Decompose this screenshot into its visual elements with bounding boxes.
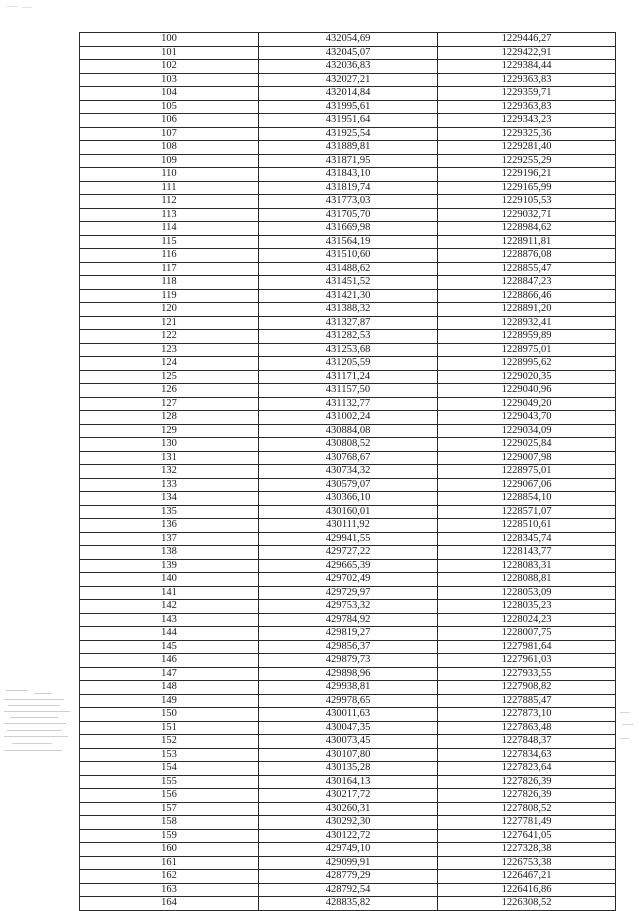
- point-number-cell: 145: [80, 640, 259, 654]
- x-coordinate-cell: 431157,50: [259, 384, 438, 398]
- table-row: [80, 465, 616, 479]
- y-coordinate-cell: 1229281,40: [438, 141, 616, 155]
- point-number-cell: 120: [80, 303, 259, 317]
- y-coordinate-cell: 1228571,07: [438, 505, 616, 519]
- x-coordinate-cell: 429729,97: [259, 586, 438, 600]
- table-row: [80, 222, 616, 236]
- point-number-cell: 114: [80, 222, 259, 236]
- x-coordinate-cell: 430111,92: [259, 519, 438, 533]
- x-coordinate-cell: 430808,52: [259, 438, 438, 452]
- y-coordinate-cell: 1226416,86: [438, 883, 616, 897]
- x-coordinate-cell: 431510,60: [259, 249, 438, 263]
- y-coordinate-cell: 1228510,61: [438, 519, 616, 533]
- y-coordinate-cell: 1228143,77: [438, 546, 616, 560]
- point-number-cell: 138: [80, 546, 259, 560]
- point-number-cell: 101: [80, 46, 259, 60]
- table-row: [80, 127, 616, 141]
- table-row: [80, 546, 616, 560]
- x-coordinate-cell: 429879,73: [259, 654, 438, 668]
- y-coordinate-cell: 1228855,47: [438, 262, 616, 276]
- x-coordinate-cell: 429978,65: [259, 694, 438, 708]
- x-coordinate-cell: 431995,61: [259, 100, 438, 114]
- x-coordinate-cell: 429753,32: [259, 600, 438, 614]
- table-row: [80, 303, 616, 317]
- y-coordinate-cell: 1228035,23: [438, 600, 616, 614]
- table-row: [80, 640, 616, 654]
- x-coordinate-cell: 428835,82: [259, 897, 438, 911]
- x-coordinate-cell: 429727,22: [259, 546, 438, 560]
- table-row: [80, 46, 616, 60]
- y-coordinate-cell: 1227641,05: [438, 829, 616, 843]
- x-coordinate-cell: 430135,28: [259, 762, 438, 776]
- x-coordinate-cell: 429784,92: [259, 613, 438, 627]
- y-coordinate-cell: 1228995,62: [438, 357, 616, 371]
- point-number-cell: 161: [80, 856, 259, 870]
- x-coordinate-cell: 431843,10: [259, 168, 438, 182]
- table-row: [80, 100, 616, 114]
- x-coordinate-cell: 430884,08: [259, 424, 438, 438]
- x-coordinate-cell: 429898,96: [259, 667, 438, 681]
- y-coordinate-cell: 1228984,62: [438, 222, 616, 236]
- table-row: [80, 613, 616, 627]
- point-number-cell: 157: [80, 802, 259, 816]
- y-coordinate-cell: 1229032,71: [438, 208, 616, 222]
- x-coordinate-cell: 431889,81: [259, 141, 438, 155]
- table-row: [80, 654, 616, 668]
- y-coordinate-cell: 1229363,83: [438, 73, 616, 87]
- point-number-cell: 115: [80, 235, 259, 249]
- x-coordinate-cell: 431327,87: [259, 316, 438, 330]
- x-coordinate-cell: 429749,10: [259, 843, 438, 857]
- table-row: [80, 721, 616, 735]
- y-coordinate-cell: 1227908,82: [438, 681, 616, 695]
- x-coordinate-cell: 430164,13: [259, 775, 438, 789]
- table-row: [80, 748, 616, 762]
- x-coordinate-cell: 431705,70: [259, 208, 438, 222]
- x-coordinate-cell: 431132,77: [259, 397, 438, 411]
- table-row: [80, 775, 616, 789]
- table-row: [80, 735, 616, 749]
- point-number-cell: 103: [80, 73, 259, 87]
- point-number-cell: 132: [80, 465, 259, 479]
- x-coordinate-cell: 431205,59: [259, 357, 438, 371]
- table-row: [80, 883, 616, 897]
- y-coordinate-cell: 1229384,44: [438, 60, 616, 74]
- y-coordinate-cell: 1229446,27: [438, 33, 616, 47]
- y-coordinate-cell: 1229255,29: [438, 154, 616, 168]
- table-row: [80, 397, 616, 411]
- point-number-cell: 155: [80, 775, 259, 789]
- y-coordinate-cell: 1226308,52: [438, 897, 616, 911]
- x-coordinate-cell: 432027,21: [259, 73, 438, 87]
- table-row: [80, 627, 616, 641]
- point-number-cell: 109: [80, 154, 259, 168]
- table-row: [80, 438, 616, 452]
- x-coordinate-cell: 431925,54: [259, 127, 438, 141]
- table-row: [80, 519, 616, 533]
- point-number-cell: 146: [80, 654, 259, 668]
- point-number-cell: 135: [80, 505, 259, 519]
- y-coordinate-cell: 1229049,20: [438, 397, 616, 411]
- y-coordinate-cell: 1227848,37: [438, 735, 616, 749]
- table-row: [80, 694, 616, 708]
- y-coordinate-cell: 1229343,23: [438, 114, 616, 128]
- point-number-cell: 104: [80, 87, 259, 101]
- y-coordinate-cell: 1227873,10: [438, 708, 616, 722]
- point-number-cell: 118: [80, 276, 259, 290]
- y-coordinate-cell: 1227961,03: [438, 654, 616, 668]
- point-number-cell: 126: [80, 384, 259, 398]
- point-number-cell: 107: [80, 127, 259, 141]
- table-row: [80, 411, 616, 425]
- table-row: [80, 357, 616, 371]
- table-row: [80, 73, 616, 87]
- y-coordinate-cell: 1228007,75: [438, 627, 616, 641]
- y-coordinate-cell: 1229363,83: [438, 100, 616, 114]
- y-coordinate-cell: 1227328,38: [438, 843, 616, 857]
- scan-artifact: [4, 690, 74, 760]
- x-coordinate-cell: 431171,24: [259, 370, 438, 384]
- y-coordinate-cell: 1227863,48: [438, 721, 616, 735]
- point-number-cell: 152: [80, 735, 259, 749]
- table-row: [80, 802, 616, 816]
- y-coordinate-cell: 1228053,09: [438, 586, 616, 600]
- point-number-cell: 121: [80, 316, 259, 330]
- table-row: [80, 451, 616, 465]
- y-coordinate-cell: 1229359,71: [438, 87, 616, 101]
- x-coordinate-cell: 429856,37: [259, 640, 438, 654]
- y-coordinate-cell: 1227808,52: [438, 802, 616, 816]
- point-number-cell: 112: [80, 195, 259, 209]
- point-number-cell: 154: [80, 762, 259, 776]
- table-row: [80, 114, 616, 128]
- table-row: [80, 330, 616, 344]
- x-coordinate-cell: 431564,19: [259, 235, 438, 249]
- x-coordinate-cell: 431002,24: [259, 411, 438, 425]
- y-coordinate-cell: 1228024,23: [438, 613, 616, 627]
- table-row: [80, 870, 616, 884]
- table-row: [80, 168, 616, 182]
- point-number-cell: 111: [80, 181, 259, 195]
- table-row: [80, 141, 616, 155]
- x-coordinate-cell: 429099,91: [259, 856, 438, 870]
- point-number-cell: 156: [80, 789, 259, 803]
- table-row: [80, 208, 616, 222]
- x-coordinate-cell: 430122,72: [259, 829, 438, 843]
- table-row: [80, 789, 616, 803]
- y-coordinate-cell: 1226467,21: [438, 870, 616, 884]
- point-number-cell: 162: [80, 870, 259, 884]
- y-coordinate-cell: 1227823,64: [438, 762, 616, 776]
- point-number-cell: 125: [80, 370, 259, 384]
- scan-artifact: [6, 6, 36, 9]
- table-row: [80, 195, 616, 209]
- point-number-cell: 149: [80, 694, 259, 708]
- x-coordinate-cell: 428779,29: [259, 870, 438, 884]
- table-row: [80, 262, 616, 276]
- point-number-cell: 158: [80, 816, 259, 830]
- x-coordinate-cell: 431253,68: [259, 343, 438, 357]
- x-coordinate-cell: 429665,39: [259, 559, 438, 573]
- table-row: [80, 87, 616, 101]
- table-row: [80, 829, 616, 843]
- y-coordinate-cell: 1228345,74: [438, 532, 616, 546]
- point-number-cell: 102: [80, 60, 259, 74]
- point-number-cell: 148: [80, 681, 259, 695]
- point-number-cell: 160: [80, 843, 259, 857]
- x-coordinate-cell: 429938,81: [259, 681, 438, 695]
- point-number-cell: 142: [80, 600, 259, 614]
- point-number-cell: 124: [80, 357, 259, 371]
- point-number-cell: 133: [80, 478, 259, 492]
- table-row: [80, 762, 616, 776]
- point-number-cell: 127: [80, 397, 259, 411]
- point-number-cell: 147: [80, 667, 259, 681]
- y-coordinate-cell: 1227933,55: [438, 667, 616, 681]
- x-coordinate-cell: 430217,72: [259, 789, 438, 803]
- point-number-cell: 141: [80, 586, 259, 600]
- point-number-cell: 153: [80, 748, 259, 762]
- table-row: [80, 532, 616, 546]
- x-coordinate-cell: 430073,45: [259, 735, 438, 749]
- point-number-cell: 117: [80, 262, 259, 276]
- table-row: [80, 370, 616, 384]
- x-coordinate-cell: 429702,49: [259, 573, 438, 587]
- x-coordinate-cell: 428792,54: [259, 883, 438, 897]
- y-coordinate-cell: 1228959,89: [438, 330, 616, 344]
- point-number-cell: 128: [80, 411, 259, 425]
- y-coordinate-cell: 1229422,91: [438, 46, 616, 60]
- point-number-cell: 122: [80, 330, 259, 344]
- point-number-cell: 100: [80, 33, 259, 47]
- y-coordinate-cell: 1226753,38: [438, 856, 616, 870]
- coordinates-table-body: [80, 33, 616, 911]
- point-number-cell: 106: [80, 114, 259, 128]
- point-number-cell: 136: [80, 519, 259, 533]
- point-number-cell: 139: [80, 559, 259, 573]
- table-row: [80, 276, 616, 290]
- table-row: [80, 289, 616, 303]
- table-row: [80, 181, 616, 195]
- x-coordinate-cell: 430047,35: [259, 721, 438, 735]
- point-number-cell: 116: [80, 249, 259, 263]
- y-coordinate-cell: 1229043,70: [438, 411, 616, 425]
- y-coordinate-cell: 1227826,39: [438, 775, 616, 789]
- y-coordinate-cell: 1227885,47: [438, 694, 616, 708]
- y-coordinate-cell: 1228088,81: [438, 573, 616, 587]
- x-coordinate-cell: 432054,69: [259, 33, 438, 47]
- table-row: [80, 559, 616, 573]
- x-coordinate-cell: 430292,30: [259, 816, 438, 830]
- x-coordinate-cell: 431819,74: [259, 181, 438, 195]
- point-number-cell: 108: [80, 141, 259, 155]
- point-number-cell: 119: [80, 289, 259, 303]
- x-coordinate-cell: 431282,53: [259, 330, 438, 344]
- table-row: [80, 384, 616, 398]
- table-row: [80, 154, 616, 168]
- x-coordinate-cell: 430160,01: [259, 505, 438, 519]
- x-coordinate-cell: 431669,98: [259, 222, 438, 236]
- point-number-cell: 143: [80, 613, 259, 627]
- y-coordinate-cell: 1228847,23: [438, 276, 616, 290]
- point-number-cell: 105: [80, 100, 259, 114]
- y-coordinate-cell: 1229165,99: [438, 181, 616, 195]
- x-coordinate-cell: 432036,83: [259, 60, 438, 74]
- y-coordinate-cell: 1229105,53: [438, 195, 616, 209]
- x-coordinate-cell: 431388,32: [259, 303, 438, 317]
- table-row: [80, 316, 616, 330]
- table-row: [80, 573, 616, 587]
- y-coordinate-cell: 1228083,31: [438, 559, 616, 573]
- x-coordinate-cell: 430260,31: [259, 802, 438, 816]
- table-row: [80, 586, 616, 600]
- table-row: [80, 60, 616, 74]
- table-row: [80, 478, 616, 492]
- y-coordinate-cell: 1229040,96: [438, 384, 616, 398]
- point-number-cell: 131: [80, 451, 259, 465]
- x-coordinate-cell: 431451,52: [259, 276, 438, 290]
- table-row: [80, 343, 616, 357]
- point-number-cell: 134: [80, 492, 259, 506]
- y-coordinate-cell: 1229025,84: [438, 438, 616, 452]
- x-coordinate-cell: 430579,07: [259, 478, 438, 492]
- table-row: [80, 856, 616, 870]
- x-coordinate-cell: 432014,84: [259, 87, 438, 101]
- scan-artifact: [620, 712, 635, 752]
- x-coordinate-cell: 430734,32: [259, 465, 438, 479]
- y-coordinate-cell: 1228876,08: [438, 249, 616, 263]
- table-row: [80, 843, 616, 857]
- table-row: [80, 235, 616, 249]
- point-number-cell: 129: [80, 424, 259, 438]
- x-coordinate-cell: 430768,67: [259, 451, 438, 465]
- y-coordinate-cell: 1229007,98: [438, 451, 616, 465]
- y-coordinate-cell: 1228854,10: [438, 492, 616, 506]
- table-row: [80, 816, 616, 830]
- point-number-cell: 140: [80, 573, 259, 587]
- point-number-cell: 144: [80, 627, 259, 641]
- table-row: [80, 667, 616, 681]
- x-coordinate-cell: 429941,55: [259, 532, 438, 546]
- coordinates-table: [79, 32, 616, 911]
- table-row: [80, 600, 616, 614]
- point-number-cell: 159: [80, 829, 259, 843]
- table-row: [80, 424, 616, 438]
- table-row: [80, 505, 616, 519]
- y-coordinate-cell: 1227981,64: [438, 640, 616, 654]
- x-coordinate-cell: 431773,03: [259, 195, 438, 209]
- y-coordinate-cell: 1227834,63: [438, 748, 616, 762]
- table-row: [80, 249, 616, 263]
- point-number-cell: 110: [80, 168, 259, 182]
- table-row: [80, 492, 616, 506]
- y-coordinate-cell: 1229020,35: [438, 370, 616, 384]
- x-coordinate-cell: 430107,80: [259, 748, 438, 762]
- point-number-cell: 113: [80, 208, 259, 222]
- x-coordinate-cell: 431871,95: [259, 154, 438, 168]
- x-coordinate-cell: 431421,30: [259, 289, 438, 303]
- point-number-cell: 150: [80, 708, 259, 722]
- x-coordinate-cell: 429819,27: [259, 627, 438, 641]
- table-row: [80, 708, 616, 722]
- point-number-cell: 137: [80, 532, 259, 546]
- point-number-cell: 130: [80, 438, 259, 452]
- y-coordinate-cell: 1227826,39: [438, 789, 616, 803]
- point-number-cell: 123: [80, 343, 259, 357]
- x-coordinate-cell: 430366,10: [259, 492, 438, 506]
- y-coordinate-cell: 1228891,20: [438, 303, 616, 317]
- y-coordinate-cell: 1227781,49: [438, 816, 616, 830]
- point-number-cell: 164: [80, 897, 259, 911]
- y-coordinate-cell: 1228866,46: [438, 289, 616, 303]
- y-coordinate-cell: 1229325,36: [438, 127, 616, 141]
- y-coordinate-cell: 1229034,09: [438, 424, 616, 438]
- y-coordinate-cell: 1228975,01: [438, 465, 616, 479]
- x-coordinate-cell: 432045,07: [259, 46, 438, 60]
- point-number-cell: 163: [80, 883, 259, 897]
- y-coordinate-cell: 1228975,01: [438, 343, 616, 357]
- table-row: [80, 681, 616, 695]
- y-coordinate-cell: 1228911,81: [438, 235, 616, 249]
- x-coordinate-cell: 431488,62: [259, 262, 438, 276]
- x-coordinate-cell: 430011,63: [259, 708, 438, 722]
- x-coordinate-cell: 431951,64: [259, 114, 438, 128]
- table-row: [80, 897, 616, 911]
- y-coordinate-cell: 1228932,41: [438, 316, 616, 330]
- table-row: [80, 33, 616, 47]
- y-coordinate-cell: 1229067,06: [438, 478, 616, 492]
- y-coordinate-cell: 1229196,21: [438, 168, 616, 182]
- point-number-cell: 151: [80, 721, 259, 735]
